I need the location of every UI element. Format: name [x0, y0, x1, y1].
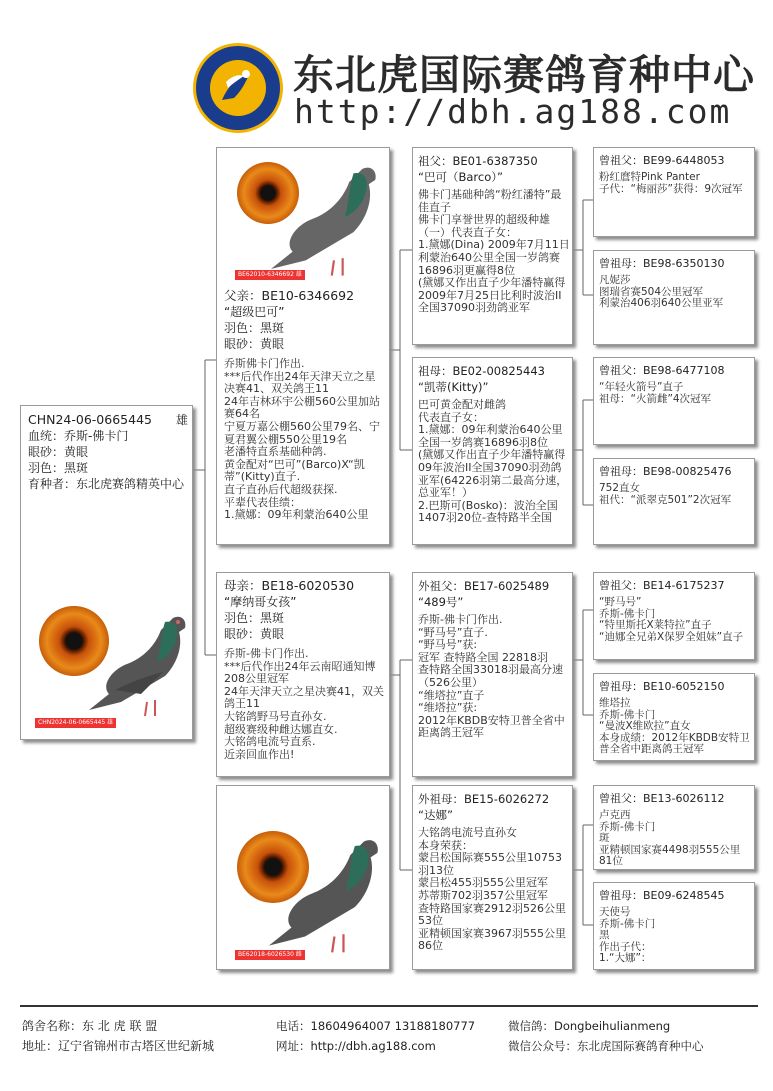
- subject-line: 眼砂：黄眼: [28, 445, 89, 459]
- footer-kennel: 鸽舍名称：东 北 虎 联 盟: [22, 1019, 158, 1033]
- ggp-body: “年轻火箭号”直子 祖母：“火箭雌”4次冠军: [599, 381, 712, 405]
- header-url[interactable]: http://dbh.ag188.com: [294, 92, 732, 131]
- gp-body: 大铭鸽电流号直孙女 本身荣获： 蒙吕松国际赛555公里10753羽13位 蒙吕松455羽555公里冠军 苏蒂斯702羽357公里冠军 查特路国家赛2912羽526公里53位 亚精顿国家赛3967羽555公里86位: [418, 826, 566, 953]
- gp-head: 外祖父：BE17-6025489: [418, 579, 550, 593]
- dam-photo-card: [216, 785, 390, 970]
- subject-sex: 雄: [175, 413, 188, 427]
- ggp-head: 曾祖母：BE98-00825476: [599, 465, 732, 478]
- dam-photo-band: BE62018-6026530 雌: [235, 950, 305, 960]
- footer-divider: [20, 1005, 758, 1007]
- subject-line: 育种者：东北虎赛鸽精英中心: [28, 477, 185, 491]
- sire-card: [216, 147, 390, 545]
- footer-wechat-official: 微信公众号：东北虎国际赛鸽育种中心: [508, 1039, 704, 1053]
- grandsire-paternal-card: [412, 147, 573, 345]
- dam-attr: 羽色：黑斑: [224, 611, 285, 625]
- ggp-body: 752直女 祖代：“派翠克501”2次冠军: [599, 482, 732, 506]
- tiger-logo-icon: [192, 42, 284, 134]
- footer: [22, 1016, 757, 1061]
- ggp-head: 曾祖母：BE10-6052150: [599, 680, 725, 693]
- ggp-body: 粉红麿特Pink Panter 子代：“梅丽莎”获得：9次冠军: [599, 171, 743, 195]
- gp-head: 祖母：BE02-00825443: [418, 364, 545, 378]
- gp-head: 外祖母：BE15-6026272: [418, 792, 550, 806]
- header: [190, 40, 765, 135]
- dam-name: “摩纳哥女孩”: [224, 595, 297, 609]
- ggp-card: [593, 357, 755, 445]
- ggp-body: “野马号” 乔斯-佛卡门 “特里斯托X莱特拉”直子 “迪娜全兄弟X保罗全姐妹”直子: [599, 596, 744, 643]
- ggp-body: 卢克西 乔斯-佛卡门 斑 亚精顿国家赛4498羽555公里81位: [599, 809, 741, 868]
- sire-name: “超级巴可”: [224, 305, 285, 319]
- ggp-card: [593, 673, 755, 761]
- granddam-maternal-card: [412, 785, 573, 970]
- dam-head: 母亲：BE18-6020530: [224, 578, 355, 593]
- ggp-head: 曾祖母：BE98-6350130: [599, 257, 725, 270]
- sire-photo-band: BE62010-6346692 雄: [235, 270, 305, 280]
- gp-name: “489号”: [418, 595, 464, 609]
- ggp-card: [593, 882, 755, 970]
- ggp-card: [593, 250, 755, 345]
- ggp-card: [593, 147, 755, 237]
- gp-head: 祖父：BE01-6387350: [418, 154, 538, 168]
- ggp-card: [593, 458, 755, 545]
- subject-line: 羽色：黑斑: [28, 461, 89, 475]
- header-title: 东北虎国际赛鸽育种中心: [293, 51, 755, 99]
- pigeon-photo-icon: [81, 606, 191, 721]
- ggp-body: 凡妮莎 图瑞省赛504公里冠军 利蒙治406羽640公里亚军: [599, 274, 724, 310]
- gp-body: 佛卡门基础种鸽“粉红潘特”最佳直子 佛卡门享誉世界的超级种雄（一）代表直子女： 1.黛娜(Dina) 2009年7月11日利蒙治640公里全国一岁鸽赛16896羽更赢得8位 (黛娜又作出直子少年潘特赢得2009年7月25日比利时波治II全国37090羽劲鸽亚军: [418, 188, 570, 315]
- ggp-body: 维塔拉 乔斯-佛卡门 “曼波X维欧拉”直女 本身成绩：2012年KBDB安特卫普全省中距离鸽王冠军: [599, 697, 750, 756]
- dam-attr: 眼砂：黄眼: [224, 627, 285, 641]
- ggp-head: 曾祖父：BE13-6026112: [599, 792, 725, 805]
- gp-name: “达娜”: [418, 808, 453, 822]
- sire-head: 父亲：BE10-6346692: [224, 288, 355, 303]
- gp-body: 巴可黄金配对雌鸽 代表直子女： 1.黛娜：09年利蒙治640公里全国一岁鸽赛16896羽8位 (黛娜又作出直子少年潘特赢得09年波治II全国37090羽劲鸽亚军(64226羽第二最高分速，总亚军！） 2.巴斯可(Bosko)：波治全国1407羽20位-查特路半全国: [418, 398, 568, 525]
- ggp-card: [593, 785, 755, 870]
- grandsire-maternal-card: [412, 572, 573, 777]
- gp-name: “凯蒂(Kitty)”: [418, 380, 489, 394]
- pigeon-photo-icon: [257, 828, 387, 958]
- subject-line: 血统：乔斯-佛卡门: [28, 429, 129, 443]
- subject-card: [20, 405, 193, 740]
- ggp-card: [593, 572, 755, 660]
- footer-phone: 电话：18604964007 13188180777: [276, 1019, 476, 1033]
- dam-card: [216, 572, 390, 777]
- subject-ring: CHN24-06-0665445: [28, 412, 152, 427]
- ggp-body: 天使号 乔斯-佛卡门 黑 作出子代： 1.“大娜”：: [599, 906, 656, 965]
- ggp-head: 曾祖父：BE14-6175237: [599, 579, 725, 592]
- footer-wechat: 微信鸽：Dongbeihulianmeng: [508, 1019, 671, 1033]
- pigeon-photo-icon: [257, 156, 387, 281]
- footer-website[interactable]: 网址：http://dbh.ag188.com: [276, 1039, 436, 1053]
- gp-body: 乔斯-佛卡门作出. “野马号”直子. “野马号”获: 冠军 查特路全国 22818羽 查特路全国33018羽最高分速（526公里） “维塔拉”直子 “维塔拉”获: 2012年KBDB安特卫普全省中距离鸽王冠军: [418, 613, 565, 740]
- gp-name: “巴可（Barco）”: [418, 170, 503, 184]
- ggp-head: 曾祖母：BE09-6248545: [599, 889, 725, 902]
- ggp-head: 曾祖父：BE99-6448053: [599, 154, 725, 167]
- dam-body: 乔斯-佛卡门作出. ***后代作出24年云南昭通知博208公里冠军 24年天津天立之星决赛41，双关鸽王11 大铭鸽野马号直孙女. 超级赛级种雌达娜直女. 大铭鸽电流号直系. 近亲回血作出!: [224, 647, 384, 761]
- granddam-paternal-card: [412, 357, 573, 545]
- sire-attr: 眼砂：黄眼: [224, 337, 285, 351]
- sire-body: 乔斯佛卡门作出. ***后代作出24年天津天立之星决赛41、双关鸽王11 24年吉林环宇公棚560公里加站赛64名 宁夏万嘉公棚560公里79名、宁夏君翼公棚550公里19名 老潘特直系基础种鸽. 黄金配对“巴可”(Barco)X“凯蒂”(Kitty)直子. 直子直孙后代超级获探. 平辈代表佳绩： 1.黛娜：09年利蒙治640公里: [224, 357, 380, 522]
- ggp-head: 曾祖父：BE98-6477108: [599, 364, 725, 377]
- subject-photo-band: CHN2024-06-0665445 雄: [35, 718, 116, 728]
- footer-address: 地址：辽宁省锦州市古塔区世纪新城: [22, 1039, 215, 1053]
- sire-attr: 羽色：黑斑: [224, 321, 285, 335]
